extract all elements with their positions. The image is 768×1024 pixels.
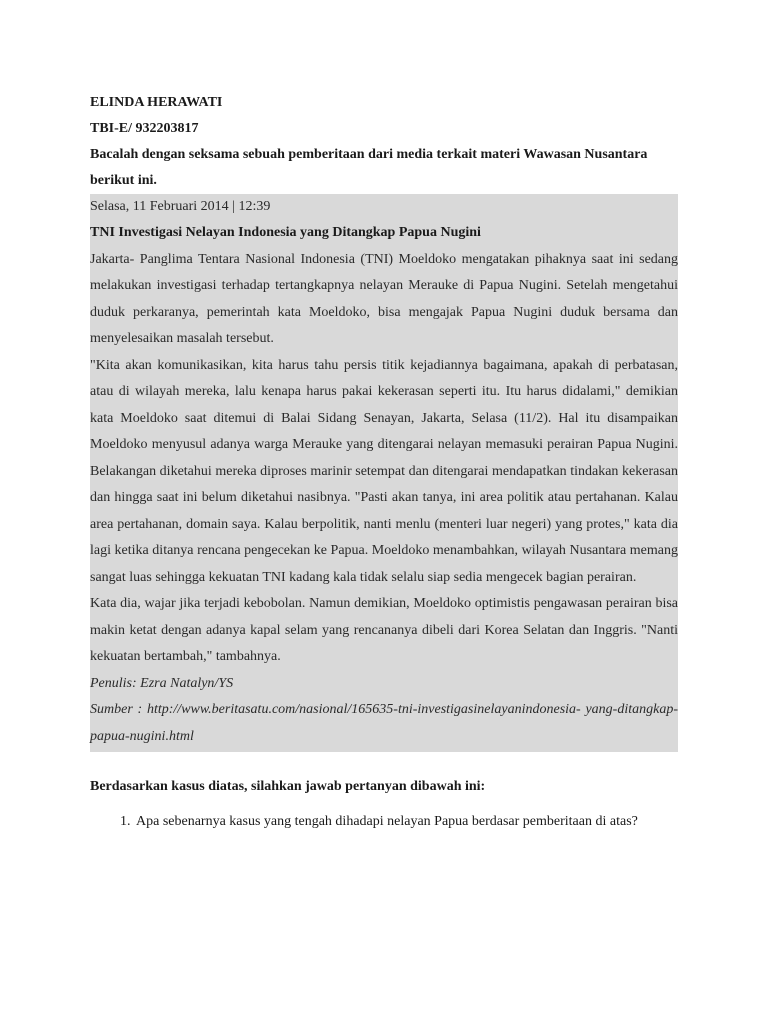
instruction-text: Bacalah dengan seksama sebuah pemberitaan dari media terkait materi Wawasan Nusantara berikut ini. — [90, 147, 648, 188]
article-paragraph: Kata dia, wajar jika terjadi kebobolan. Namun demikian, Moeldoko optimistis pengawasan perairan bisa makin ketat dengan adanya kapal selam yang rencananya dibeli dari Korea Selatan dan Inggris. "Nanti kekuatan bertambah," tambahnya. — [90, 596, 678, 664]
question-item: 1. Apa sebenarnya kasus yang tengah dihadapi nelayan Papua berdasar pemberitaan di atas? — [134, 810, 678, 834]
student-name: ELINDA HERAWATI — [90, 95, 223, 110]
article-author: Penulis: Ezra Natalyn/YS — [90, 675, 234, 691]
article-paragraph: "Kita akan komunikasikan, kita harus tahu persis titik kejadiannya bagaimana, apakah di perbatasan, atau di wilayah mereka, lalu kenapa harus pakai kekerasan seperti itu. Itu harus didalami," demikian kata Moeldoko saat ditemui di Balai Sidang Senayan, Jakarta, Selasa (11/2). Hal itu disampaikan Moeldoko menyusul adanya warga Merauke yang ditengarai nelayan memasuki perairan Papua Nugini. Belakangan diketahui mereka diproses marinir setempat dan ditengarai mendapatkan tindakan kekerasan dan hingga saat ini belum diketahui nasibnya. "Pasti akan tanya, ini area politik atau pertahanan. Kalau area pertahanan, domain saya. Kalau berpolitik, nanti menlu (menteri luar negeri) yang protes," kata dia lagi ketika ditanya rencana pengecekan ke Papua. Moeldoko menambahkan, wilayah Nusantara memang sangat luas sehingga kekuatan TNI kadang kala tidak selalu siap sedia mengecek bagian perairan. — [90, 357, 678, 585]
article-date: Selasa, 11 Februari 2014 | 12:39 — [90, 199, 271, 214]
document-content — [90, 90, 678, 834]
questions-list — [90, 810, 678, 834]
article-source: Sumber : http://www.beritasatu.com/nasional/165635-tni-investigasinelayanindonesia- yang-ditangkap-papua-nugini.html — [90, 702, 678, 744]
student-id: TBI-E/ 932203817 — [90, 121, 199, 136]
article-headline: TNI Investigasi Nelayan Indonesia yang Ditangkap Papua Nugini — [90, 225, 481, 240]
news-article — [90, 194, 678, 752]
article-paragraph: Jakarta- Panglima Tentara Nasional Indonesia (TNI) Moeldoko mengatakan pihaknya saat ini sedang melakukan investigasi terhadap tertangkapnya nelayan Merauke di Papua Nugini. Setelah mengetahui duduk perkaranya, pemerintah kata Moeldoko, bisa mengajak Papua Nugini duduk bersama dan menyelesaikan masalah tersebut. — [90, 251, 678, 346]
questions-heading: Berdasarkan kasus diatas, silahkan jawab pertanyan dibawah ini: — [90, 779, 486, 794]
